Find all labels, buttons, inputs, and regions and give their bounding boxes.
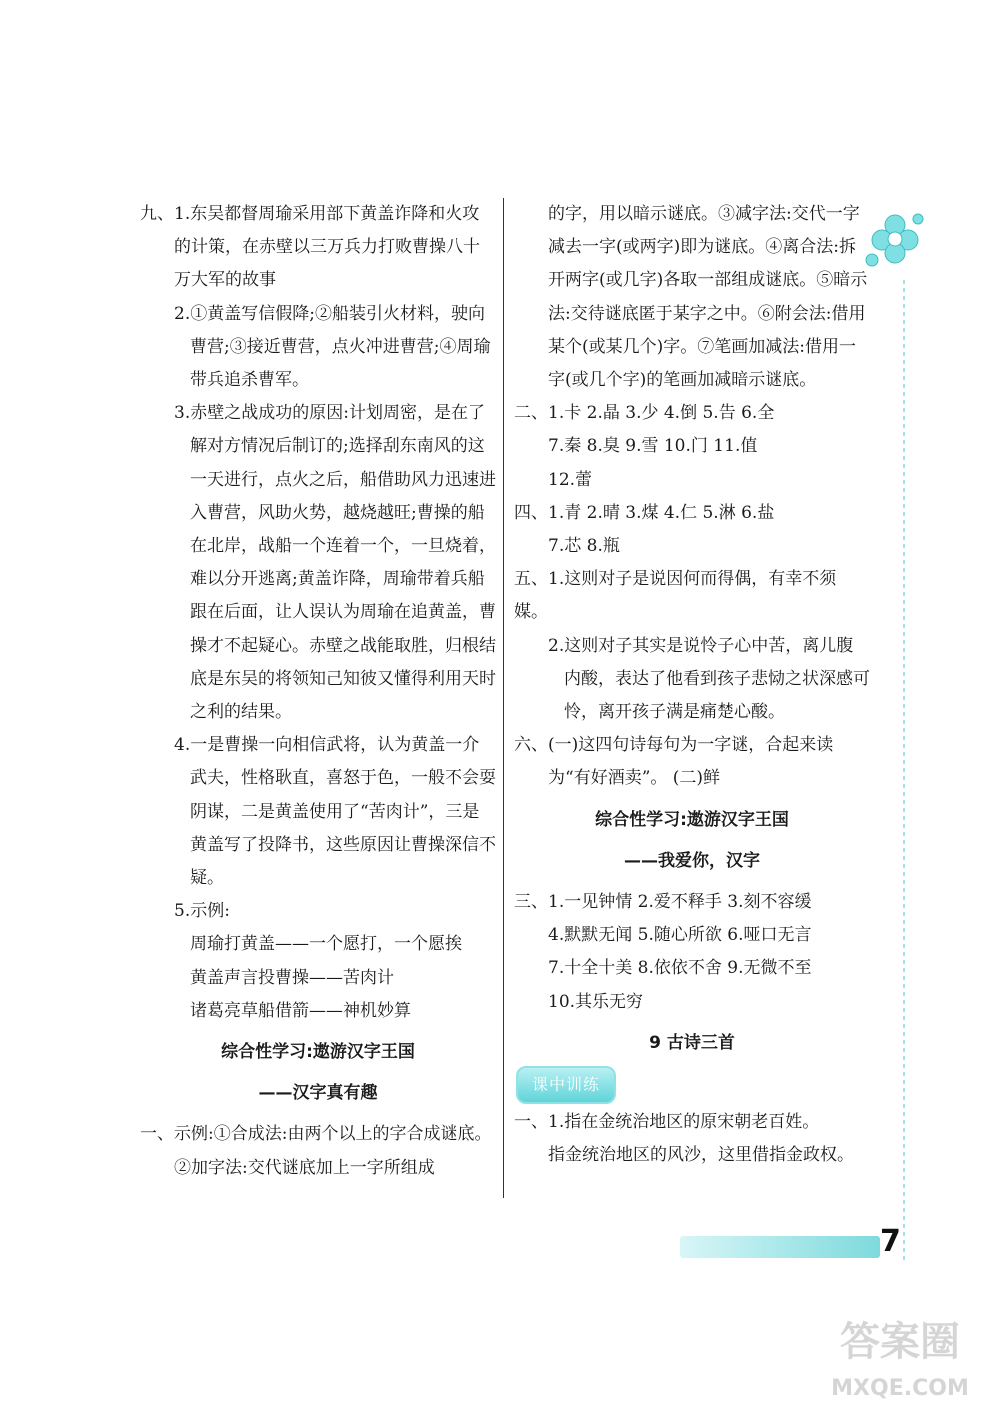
column-divider: [503, 198, 504, 1198]
answer-one: 一、示例:①合成法:由两个以上的字合成谜底。②加字法:交代谜底加上一字所组成: [140, 1124, 492, 1178]
answer-lesson-2: 指金统治地区的风沙，这里借指金政权。: [548, 1145, 854, 1166]
watermark-line-1: 答案圈: [840, 1319, 960, 1365]
watermark-logo: [820, 1300, 980, 1410]
answer-four-line-1: 四、1.青 2.晴 3.煤 4.仁 5.淋 6.盐: [514, 502, 775, 523]
answer-three-line-4: 10.其乐无穷: [548, 991, 644, 1012]
answer-two-line-1: 二、1.卡 2.晶 3.少 4.倒 5.告 6.全: [514, 403, 775, 424]
watermark-line-2: MXQE.COM: [831, 1376, 969, 1401]
answer-lesson-1: 一、1.指在金统治地区的原宋朝老百姓。: [514, 1112, 820, 1133]
answer-five-2: 2.这则对子其实是说怜子心中苦，离儿腹内酸，表达了他看到孩子悲恸之状深感可怜，离开孩子满是痛楚心酸。: [548, 635, 870, 723]
page-number: 7: [880, 1224, 901, 1259]
example-line-3: 诸葛亮草船借箭——神机妙算: [190, 1000, 411, 1021]
answer-four-line-2: 7.芯 8.瓶: [548, 536, 620, 557]
lesson-title: 9 古诗三首: [649, 1032, 735, 1053]
side-decorative-line: [903, 280, 905, 1260]
answer-three-line-2: 4.默默无闻 5.随心所欲 6.哑口无言: [548, 925, 812, 946]
class-training-badge: 课中训练: [516, 1066, 616, 1104]
example-line-2: 黄盖声言投曹操——苦肉计: [190, 967, 394, 988]
section-heading: 综合性学习:遨游汉字王国: [221, 1042, 415, 1063]
answer-two-line-3: 12.蕾: [548, 469, 593, 490]
answer-nine-2: 2.①黄盖写信假降;②船装引火材料，驶向曹营;③接近曹营，点火冲进曹营;④周瑜带兵追杀曹军。: [174, 303, 491, 391]
example-line-1: 周瑜打黄盖——一个愿打，一个愿挨: [190, 934, 462, 955]
flower-decoration-icon: [860, 205, 930, 275]
answer-one-continued: 的字，用以暗示谜底。③减字法:交代一字减去一字(或两字)即为谜底。④离合法:拆开两字(或几字)各取一部组成谜底。⑤暗示法:交待谜底匿于某字之中。⑥附会法:借用某个(或某几个)字。⑦笔画加减法:借用一字(或几个字)的笔画加减暗示谜底。: [548, 204, 868, 391]
section-subheading: ——汉字真有趣: [258, 1083, 378, 1104]
section-heading-2: 综合性学习:遨游汉字王国: [595, 809, 789, 830]
left-column: [140, 198, 496, 1185]
right-column: [514, 198, 870, 1172]
answer-three-line-3: 7.十全十美 8.依依不舍 9.无微不至: [548, 958, 812, 979]
section-subheading-2: ——我爱你，汉字: [624, 850, 760, 871]
answer-nine-3: 3.赤壁之战成功的原因:计划周密，是在了解对方情况后制订的;选择刮东南风的这一天进行，点火之后，船借助风力迅速进入曹营，风助火势，越烧越旺;曹操的船在北岸，战船一个连着一个，一旦烧着，难以分开逃离;黄盖诈降，周瑜带着兵船跟在后面，让人误认为周瑜在追黄盖，曹操才不起疑心。赤壁之战能取胜，归根结底是东吴的将领知己知彼又懂得利用天时之利的结果。: [174, 403, 496, 723]
answer-two-line-2: 7.秦 8.臭 9.雪 10.门 11.值: [548, 436, 758, 457]
answer-five-1: 五、1.这则对子是说因何而得偶，有幸不须媒。: [514, 569, 837, 623]
answer-three-line-1: 三、1.一见钟情 2.爱不释手 3.刻不容缓: [514, 892, 812, 913]
answer-six: 六、(一)这四句诗每句为一字谜，合起来读为“有好酒卖”。 (二)鲜: [514, 735, 834, 789]
answer-nine-1: 九、1.东吴都督周瑜采用部下黄盖诈降和火攻的计策，在赤壁以三万兵力打败曹操八十万大军的故事: [140, 204, 480, 291]
footer-banner: [680, 1236, 880, 1258]
answer-nine-4: 4.一是曹操一向相信武将，认为黄盖一介武夫，性格耿直，喜怒于色，一般不会耍阴谋，二是黄盖使用了“苦肉计”，三是黄盖写了投降书，这些原因让曹操深信不疑。: [174, 735, 496, 889]
answer-nine-5: 5.示例:: [174, 901, 230, 922]
